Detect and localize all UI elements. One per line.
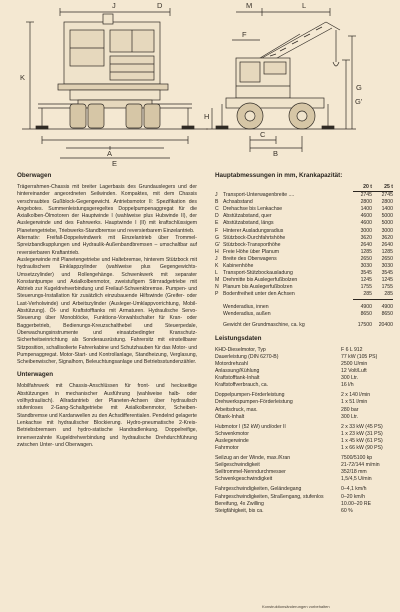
- dim-label-a: A: [107, 149, 113, 158]
- turning-radius-label: Wenderadius, außen: [223, 310, 271, 317]
- performance-label: Motordrehzahl: [215, 360, 248, 367]
- dimension-value-20t: 2650: [360, 255, 372, 262]
- dimension-value-25t: 285: [374, 291, 393, 299]
- dimension-label: Drehachse bis Lenkachse: [223, 206, 283, 213]
- dimension-label: Abstützabstand, quer: [223, 213, 272, 220]
- dimension-label: Kabinenhöhe: [223, 263, 254, 270]
- dimension-label: Transport-Stützbockausladung: [223, 270, 293, 277]
- turning-radius-spacer: [215, 311, 223, 318]
- performance-row: [215, 476, 393, 483]
- dim-label-b: B: [273, 149, 279, 158]
- dim-label-l: L: [302, 1, 307, 10]
- dimension-label: Stützbock-Transporthöhe: [223, 241, 281, 248]
- turning-radius-label: Wenderadius, innen: [223, 303, 269, 310]
- technical-drawings: [0, 0, 400, 170]
- dim-label-g: G: [356, 83, 362, 92]
- dimension-value-25t: 1755: [381, 284, 393, 291]
- dimension-value-20t: 3620: [360, 234, 372, 241]
- dimension-value-25t: 5000: [381, 220, 393, 227]
- oberwagen-paragraph-3: Auslegerwinde mit Planetengetriebe und Haltebremse, hinterem Stützbock mit hydraulischem Einklappzylinder (wahlweise plus Gegengewichts-Umsetzzylinder) und Rollengehänge. Schwenkwerk mit separater Konstantpumpe und Axialkolbenmotor, zweistufigem Stirnradgetriebe mit Abtrieb zur Kugeldrehverbindung und Freilauf-Schwenkbremse. Pumpen- und Steuerungs-Installation für zusätzlich einzubauende Hilfswinde (Greifer- oder Last-Verholwinde) und Arbeitszylinder (Ausleger-Umklappvorrichtung, Mobil-Abstützung). Öl- und Kraftstofftanks mit Armaturen. Hydraulische Servo-Steuerung über Monoblöcke, Funktions-Vorwahlschalter für Kran- oder Baggerbetrieb, Bedienungs-Kreuzschalthebel und Steuerpedale, Überwachungsinstrumente und einsatzbedingter Kranschutz-Sicherheitseinrichtung als Sonderausrüstung. Fahrersitz mit einstellbarer Sitzposition, schallisolierte Fahrerkabine und Schutzhauben für das Motor- und Pumpenaggregat. Motor-Start- und Kontrollanlage, Standheizung, Verglasung, Scheibenwischer, Signalhorn, Beleuchtungsanlage und Betriebsstundenzähler.: [17, 256, 197, 366]
- performance-value: 16 l/h: [341, 382, 354, 389]
- dimension-value-20t: 3000: [360, 227, 372, 234]
- dimension-label: Hinterer Ausladungsradius: [223, 227, 284, 234]
- dimension-row: [215, 192, 393, 200]
- performance-value: 77 kW (105 PS): [341, 353, 378, 360]
- performance-label: Kraftstofftank-Inhalt: [215, 375, 260, 382]
- col-header-25t: 25 t: [374, 184, 393, 192]
- dimension-letter: G': [215, 241, 220, 248]
- performance-value: 1 x 23 kW (31 PS): [341, 430, 383, 437]
- dimension-value-20t: 3545: [360, 270, 372, 277]
- dimension-row: [215, 263, 393, 270]
- right-column: [215, 172, 393, 515]
- dimension-letter: G: [215, 234, 219, 241]
- dimension-letter: M: [215, 277, 220, 284]
- turning-radius-spacer: [215, 304, 223, 311]
- turning-radius-25t: 8650: [381, 310, 393, 317]
- dim-label-k: K: [20, 73, 26, 82]
- dimension-letter: K: [215, 263, 219, 270]
- dimension-label: Planum bis Auslegerfußbolzen: [223, 284, 293, 291]
- performance-label: Arbeitsdruck, max.: [215, 406, 258, 413]
- performance-label: Seiltrommel-Nenndurchmesser: [215, 469, 286, 476]
- performance-value: 7500/5100 kp: [341, 455, 373, 462]
- dimension-value-25t: 2650: [381, 255, 393, 262]
- dimension-row: [215, 206, 393, 213]
- turning-radius-20t: 4900: [360, 303, 372, 310]
- dimension-label: Bodenfreiheit unter den Achsen: [223, 291, 295, 298]
- dimension-row: [215, 213, 393, 220]
- performance-value: 1,5/4,5 U/min: [341, 476, 372, 483]
- dimension-value-20t: 2640: [360, 241, 372, 248]
- dimension-value-20t: 2745: [360, 192, 372, 199]
- dimension-value-25t: 3545: [381, 270, 393, 277]
- col-header-20t: 20 t: [353, 184, 374, 192]
- weight-label: Gewicht der Grundmaschine, ca. kg: [223, 321, 305, 328]
- performance-row: [215, 375, 393, 382]
- performance-row: [215, 382, 393, 389]
- performance-row: [215, 494, 393, 501]
- performance-value: 2 x 140 l/min: [341, 392, 371, 399]
- dimension-letter: P: [215, 291, 219, 298]
- weight-20t: 17500: [357, 321, 372, 328]
- performance-value: 1 x 45 kW (61 PS): [341, 437, 383, 444]
- performance-row: [215, 421, 393, 431]
- dimension-letter: C: [215, 206, 219, 213]
- oberwagen-paragraph-2: Alternativ: Freifall-Doppelwindwerk mit Einzelantrieb über Trommel-Spreizbandkupplungen und Hydraulik-Außenbandbremsen – umschaltbar auf reversierbaren Kraftantrieb.: [17, 235, 197, 256]
- dimension-value-20t: 4600: [360, 213, 372, 220]
- performance-value: 352/18 mm: [341, 469, 367, 476]
- performance-label: Fahrgeschwindigkeiten, Geländegang: [215, 486, 302, 493]
- dimension-value-20t: 3030: [360, 263, 372, 270]
- turning-radius-25t: 4900: [381, 303, 393, 310]
- performance-rows: [215, 347, 393, 515]
- performance-value: 12 Volt/Luft: [341, 368, 367, 375]
- performance-row: [215, 354, 393, 361]
- performance-row: [215, 368, 393, 375]
- dimension-row: [215, 228, 393, 235]
- dimension-label: Transport-Unterwagenbreite ....: [223, 191, 295, 198]
- unterwagen-paragraph-1: Mobilfahrwerk mit Chassis-Anschlüssen für front- und heckseitige Abstützungen in mechanischer Ausführung (wahlweise halb- oder vollhydraulisch). Allradantrieb der Planeten-Achsen über hydraulisch stufenloses 2-Gang-Schaltgetriebe mit Axialkolbenmotor, Scheiben-Standbremse und Kardanwellen zu den Achsdifferentialen. Pendelnd gelagerte Lenkachse mit hydraulischer Blockierung. Hydro-pneumatische 2-Kreis-Betriebsbremsen und hydro-statische Handradlenkung. Doppelreifige, innenverzahnte Kugeldrehverbindung und hydraulische Drehdurchführung zwischen Unter- und Oberwagen.: [17, 383, 197, 448]
- dimension-label: Freie Höhe über Planum: [223, 248, 280, 255]
- performance-label: Doppelpumpen-Förderleistung: [215, 392, 285, 399]
- dimension-label: Abstützabstand, längs: [223, 220, 274, 227]
- performance-label: Seilgeschwindigkeit: [215, 462, 260, 469]
- performance-value: 21-72/144 m/min: [341, 462, 380, 469]
- performance-table: [215, 347, 393, 515]
- dimension-value-25t: 3620: [381, 234, 393, 241]
- performance-label: Schwenkmotor: [215, 430, 249, 437]
- turning-radius-20t: 8650: [360, 310, 372, 317]
- performance-label: Seilzug an der Winde, max./Kran: [215, 455, 291, 462]
- dimension-label: Achsabstand: [223, 199, 253, 206]
- leistung-title: Leistungsdaten: [215, 334, 262, 342]
- dim-label-c: C: [260, 130, 266, 139]
- footer-note: Konstruktionsänderungen vorbehalten: [262, 604, 330, 609]
- performance-label: Schwenkgeschwindigkeit: [215, 476, 273, 483]
- dim-label-d: D: [157, 1, 163, 10]
- dimension-value-20t: 1400: [360, 206, 372, 213]
- performance-label: Drehwerkspumpen-Förderleistung: [215, 399, 293, 406]
- dimension-value-25t: 2745: [381, 192, 393, 199]
- dimension-value-20t: 285: [353, 291, 374, 299]
- performance-value: 2500 U/min: [341, 360, 368, 367]
- dim-label-f: F: [242, 30, 247, 39]
- dimension-row: [215, 235, 393, 242]
- dimension-value-25t: 5000: [381, 213, 393, 220]
- dimension-row: [215, 256, 393, 263]
- dimension-letter: J: [215, 255, 218, 262]
- performance-label: Auslegerwinde: [215, 437, 249, 444]
- performance-row: [215, 407, 393, 414]
- dimension-row: [215, 284, 393, 291]
- dimension-letter: J: [215, 191, 218, 198]
- dimensions-rows: [215, 192, 393, 299]
- performance-label: Dauerleistung (DIN 6270-B): [215, 353, 279, 360]
- dimension-value-25t: 2800: [381, 199, 393, 206]
- crane-side-views-drawing: [0, 0, 400, 170]
- dimensions-table: [215, 184, 393, 329]
- dimension-letter: E: [215, 220, 219, 227]
- performance-row: [215, 445, 393, 452]
- dimension-row: [215, 249, 393, 256]
- performance-value: 10.00–20 RE: [341, 500, 372, 507]
- dimension-row: [215, 270, 393, 277]
- dimension-value-20t: 4600: [360, 220, 372, 227]
- performance-label: Kraftstoffverbrauch, ca.: [215, 382, 269, 389]
- dimension-value-25t: 3000: [381, 227, 393, 234]
- performance-row: [215, 347, 393, 354]
- turning-radius-rows: [215, 304, 393, 318]
- dim-label-h: H: [204, 112, 210, 121]
- performance-row: [215, 469, 393, 476]
- oberwagen-title: Oberwagen: [17, 172, 52, 179]
- performance-value: 1 x 66 kW (90 PS): [341, 445, 383, 451]
- performance-value: 300 Ltr.: [341, 413, 359, 420]
- performance-value: 280 bar: [341, 406, 359, 413]
- dimension-label: Drehmitte bis Auslegerfußbolzen: [223, 277, 298, 284]
- dimension-row: [215, 277, 393, 284]
- performance-row: [215, 501, 393, 508]
- dimension-row: [215, 291, 393, 299]
- performance-row: [215, 414, 393, 421]
- dimension-value-20t: 1755: [360, 284, 372, 291]
- dimension-row: [215, 220, 393, 227]
- performance-label: Öltank-Inhalt: [215, 413, 245, 420]
- weight-row: [215, 322, 393, 329]
- performance-label: Anlassung/Kühlung: [215, 368, 260, 375]
- turning-radius-row: [215, 311, 393, 318]
- dimension-value-25t: 1245: [381, 277, 393, 284]
- dimension-letter: B: [215, 199, 219, 206]
- performance-value: 300 Ltr.: [341, 375, 359, 382]
- dimension-letter: N: [215, 284, 219, 291]
- dimension-label: Breite des Oberwagens: [223, 255, 277, 262]
- performance-row: [215, 483, 393, 493]
- performance-row: [215, 508, 393, 515]
- dimension-letter: H: [215, 248, 219, 255]
- dimension-row: [215, 242, 393, 249]
- performance-value: 0–4,1 km/h: [341, 486, 367, 493]
- dimension-label: Stützbock-Durchfahrtshöhe: [223, 234, 286, 241]
- performance-value: 1 x 51 l/min: [341, 399, 368, 406]
- dimension-letter: L: [215, 270, 218, 277]
- performance-value: 60 %: [341, 507, 353, 514]
- performance-value: F 6 L 912: [341, 346, 363, 353]
- haupt-title: Hauptabmessungen in mm, Krankapazität:: [215, 172, 343, 179]
- dimension-value-20t: 1285: [360, 248, 372, 255]
- dimension-value-25t: 2640: [381, 241, 393, 248]
- dimension-value-25t: 1400: [381, 206, 393, 213]
- dim-label-g-prime: G': [355, 97, 363, 106]
- performance-value: 2 x 33 kW (45 PS): [341, 423, 383, 430]
- performance-label: KHD-Dieselmotor, Typ: [215, 346, 266, 353]
- unterwagen-title: Unterwagen: [17, 371, 54, 379]
- turning-radius-row: [215, 304, 393, 311]
- dimension-letter: F: [215, 227, 219, 234]
- performance-row: [215, 399, 393, 406]
- dimension-value-20t: 1245: [360, 277, 372, 284]
- weight-25t: 20400: [378, 321, 393, 328]
- performance-row: [215, 438, 393, 445]
- performance-label: Bereifung, 4x Zwilling: [215, 500, 264, 507]
- performance-label: Fahrgeschwindigkeiten, Straßengang, stufenlos: [215, 493, 324, 500]
- performance-row: [215, 431, 393, 438]
- dim-label-j: J: [112, 1, 116, 10]
- performance-label: Steigfähigkeit, bis ca.: [215, 507, 264, 514]
- performance-row: [215, 361, 393, 368]
- dimension-value-25t: 1285: [381, 248, 393, 255]
- performance-label: Fahrmotor: [215, 445, 239, 451]
- dimension-letter: D: [215, 213, 219, 220]
- performance-label: Hubmotor I (52 kW) und/oder II: [215, 423, 286, 430]
- left-column: [17, 172, 197, 449]
- performance-value: 0–20 km/h: [341, 493, 366, 500]
- dimension-value-25t: 3030: [381, 263, 393, 270]
- dimensions-header-row: [215, 184, 393, 192]
- dim-label-e: E: [112, 159, 118, 168]
- performance-row: [215, 389, 393, 399]
- performance-row: [215, 462, 393, 469]
- oberwagen-paragraph-1: Trägerrahmen-Chassis mit breiter Lagerbasis des Grundauslegers und der hintereinander angeordneten Seilwinden. Kompaktes, mit dem Chassis verschraubtes Gußblock-Gegengewicht. Antriebsmotor II: Spezifikation des Angebotes. Summenleistungsgeregeltes Doppelpumpenaggregat für die Axialkolben-Ölmotoren der Hauptwinde I (wahlweise plus Hubwinde II), der Auslegerwinde und des Fahrwerks. Hauptwinde I (II) mit kraftschlüssigem Planetengetriebe, Triebwerks-Standbremse und reversierbarem Einzelantrieb.: [17, 184, 197, 234]
- performance-row: [215, 452, 393, 462]
- dimension-row: [215, 199, 393, 206]
- dim-label-m: M: [246, 1, 253, 10]
- dimension-value-20t: 2800: [360, 199, 372, 206]
